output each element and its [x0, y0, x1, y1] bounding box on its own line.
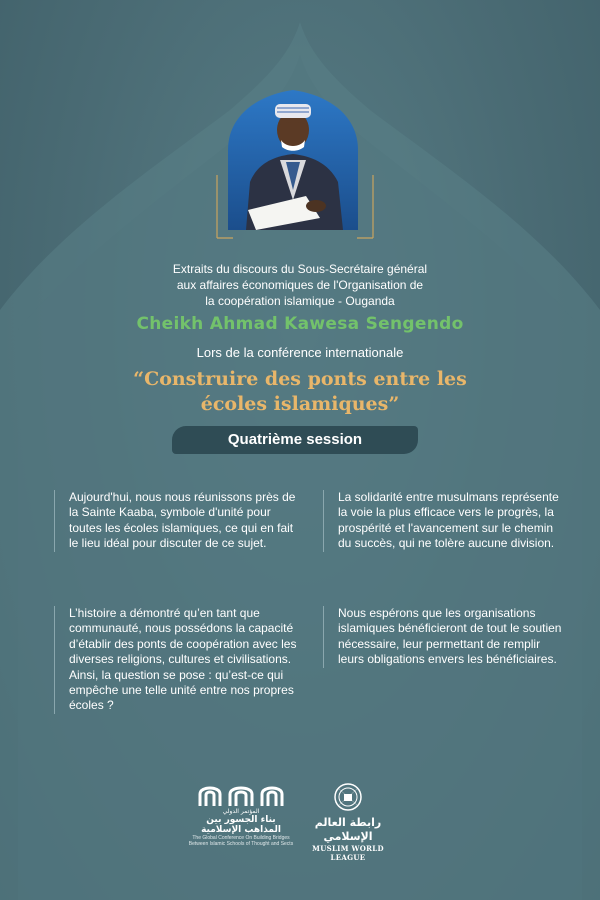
conference-logo-en: The Global Conference On Building Bridges Between Islamic Schools of Thought and Sects	[188, 835, 294, 847]
paragraph-4: Nous espérons que les organisations islamiques bénéficieront de tout le soutien nécessaire, leur permettant de remplir leurs obligations envers les bénéficiaires.	[323, 606, 563, 668]
session-badge: Quatrième session	[172, 426, 418, 454]
conference-title	[60, 367, 540, 417]
paragraph-1: Aujourd'hui, nous nous réunissons près de la Sainte Kaaba, symbole d'unité pour toutes les écoles islamiques, ce qui en fait le lieu idéal pour discuter de ce sujet.	[54, 490, 304, 552]
mwl-logo-ar: رابطة العالم الإسلامي	[314, 816, 382, 843]
conference-logo-ar-2: بناء الجسور بين	[206, 815, 276, 825]
mwl-logo-en: MUSLIM WORLD LEAGUE	[312, 844, 384, 862]
arches-icon	[196, 782, 286, 808]
conference-title-line-1: “Construire des ponts entre les	[133, 368, 467, 390]
intro-line-3: la coopération islamique - Ouganda	[205, 294, 395, 308]
speaker-photo	[228, 90, 358, 230]
conference-logo-ar-3: المذاهب الإسلامية	[201, 825, 281, 835]
conference-logo-ar-1: المؤتمر الدولي	[222, 808, 260, 815]
mwl-emblem-icon	[331, 782, 365, 812]
intro-line-1: Extraits du discours du Sous-Secrétaire général	[172, 262, 428, 276]
conference-title-line-2: écoles islamiques”	[200, 393, 400, 415]
paragraph-2: La solidarité entre musulmans représente la voie la plus efficace vers le progrès, la prospérité et l'avancement sur le chemin du succès, qui ne tolère aucune division.	[323, 490, 563, 552]
intro-line-2: aux affaires économiques de l'Organisation de	[176, 278, 424, 292]
conference-logo	[188, 782, 294, 852]
paragraph-3: L’histoire a démontré qu’en tant que communauté, nous possédons la capacité d’établir des ponts de coopération avec les diverses religions, cultures et civilisations. Ainsi, la question se pose : qu’est-ce qui empêche une telle unité entre nos propres écoles ?	[54, 606, 304, 714]
intro-text	[80, 261, 520, 309]
mwl-logo	[296, 782, 400, 862]
speaker-name: Cheikh Ahmad Kawesa Sengendo	[136, 314, 464, 334]
conference-intro: Lors de la conférence internationale	[196, 345, 404, 360]
